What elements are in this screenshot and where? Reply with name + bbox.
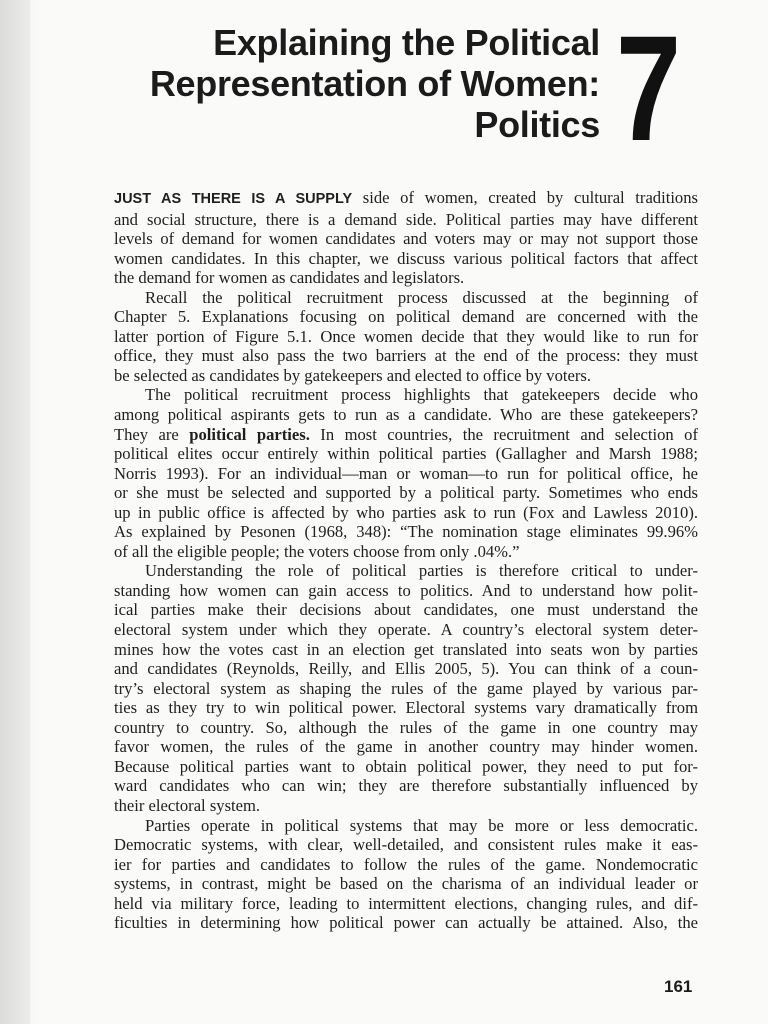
chapter-number: 7 (616, 4, 682, 172)
text-line: ier for parties and candidates to follow the rules of the game. Nondemocratic (114, 854, 698, 874)
text-line: The political recruitment process highlights that gatekeepers decide who (145, 385, 698, 405)
text-line: electoral system under which they operate. A country’s electoral system deter- (114, 620, 698, 640)
page-gutter-shadow (0, 0, 30, 1024)
text-line: their electoral system. (114, 795, 261, 815)
text-line: country to country. So, although the rules of the game in one country may (114, 717, 698, 737)
text-line: and candidates (Reynolds, Reilly, and Ellis 2005, 5). You can think of a coun- (114, 659, 698, 679)
text-line: Chapter 5. Explanations focusing on political demand are concerned with the (114, 307, 698, 327)
page-number: 161 (664, 977, 693, 996)
lead-in: JUST AS THERE IS A SUPPLY (114, 191, 353, 207)
text-line: political elites occur entirely within political parties (Gallagher and Marsh 1988; (114, 444, 698, 464)
text-line: Recall the political recruitment process discussed at the beginning of (145, 287, 698, 307)
chapter-title (100, 22, 600, 145)
text-line: ical parties make their decisions about candidates, one must understand the (114, 600, 698, 620)
text-line: among political aspirants gets to run as a candidate. Who are these gatekeepers? (114, 405, 698, 425)
chapter-title-line: Explaining the Political (213, 22, 600, 63)
chapter-title-line: Politics (474, 104, 600, 145)
text-line: favor women, the rules of the game in another country may hinder women. (114, 737, 698, 757)
text-line: and social structure, there is a demand side. Political parties may have different (114, 209, 698, 229)
text-line: try’s electoral system as shaping the rules of the game played by various par- (114, 678, 698, 698)
text-line: up in public office is affected by who parties ask to run (Fox and Lawless 2010). (114, 502, 698, 522)
key-term: political parties. (189, 424, 310, 444)
text-line: the demand for women as candidates and legislators. (114, 268, 465, 288)
text-line: of all the eligible people; the voters choose from only .04%.” (114, 541, 520, 561)
text-line: Parties operate in political systems that may be more or less democratic. (145, 815, 698, 835)
text-line: be selected as candidates by gatekeepers and elected to office by voters. (114, 365, 592, 385)
text-line: Democratic systems, with clear, well-detailed, and consistent rules make it eas- (114, 835, 698, 855)
text-line: mines how the votes cast in an election get translated into seats won by parties (114, 639, 698, 659)
text-line: standing how women can gain access to politics. And to understand how polit- (114, 580, 698, 600)
text-line: ficulties in determining how political power can actually be attained. Also, the (114, 913, 698, 933)
text-line: office, they must also pass the two barriers at the end of the process: they must (114, 346, 698, 366)
text-line: They are political parties. In most countries, the recruitment and selection of (114, 424, 698, 444)
text-line: ward candidates who can win; they are therefore substantially influenced by (114, 776, 698, 796)
text-line: As explained by Pesonen (1968, 348): “The nomination stage eliminates 99.96% (114, 522, 698, 542)
text-line: Because political parties want to obtain political power, they need to put for- (114, 756, 698, 776)
text-line: women candidates. In this chapter, we discuss various political factors that affect (114, 248, 698, 268)
text-line: Understanding the role of political parties is therefore critical to under- (145, 561, 698, 581)
text-line: ties as they try to win political power. Electoral systems vary dramatically from (114, 698, 698, 718)
text-line: systems, in contrast, might be based on the charisma of an individual leader or (114, 874, 698, 894)
text-line: held via military force, leading to intermittent elections, changing rules, and dif- (114, 893, 698, 913)
text-line: Norris 1993). For an individual—man or woman—to run for political office, he (114, 463, 698, 483)
text-line: JUST AS THERE IS A SUPPLY side of women, created by cultural traditions (114, 188, 698, 207)
text-line: or she must be selected and supported by a political party. Sometimes who ends (114, 483, 698, 503)
chapter-title-line: Representation of Women: (149, 63, 600, 104)
text-line: latter portion of Figure 5.1. Once women decide that they would like to run for (114, 326, 698, 346)
body-text (114, 188, 698, 933)
text-line: levels of demand for women candidates and voters may or may not support those (114, 229, 698, 249)
